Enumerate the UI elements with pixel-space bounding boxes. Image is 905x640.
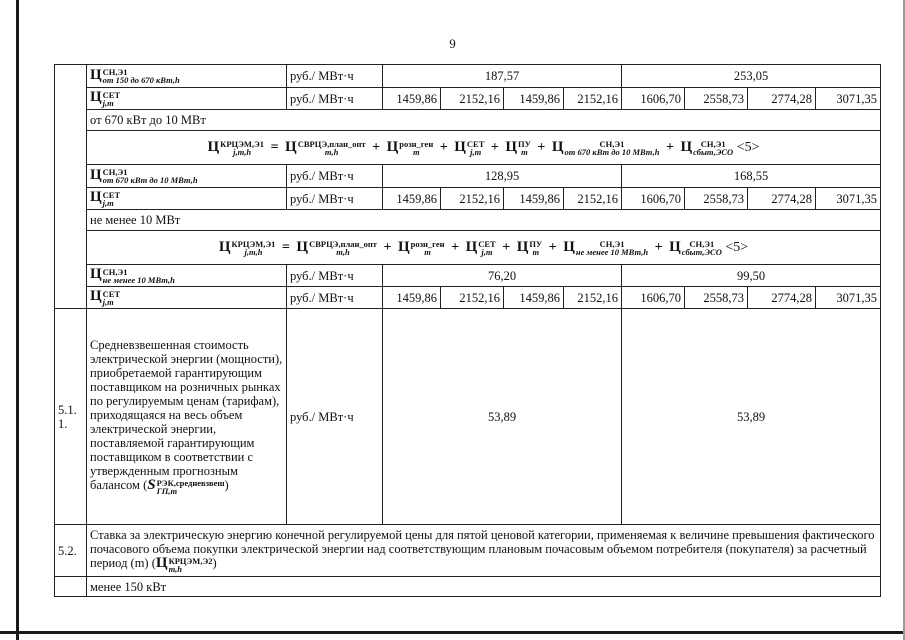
value-cell: 128,95: [383, 165, 622, 188]
unit-cell: руб./ МВт·ч: [287, 165, 383, 188]
value-cell: 187,57: [383, 65, 622, 88]
row-number: 5.2.: [55, 525, 87, 577]
param-cell: Ц СН,Э1 от 670 кВт до 10 МВт,h: [87, 165, 287, 188]
tariff-table: [54, 64, 881, 597]
param-cell: Ц СН,Э1 не менее 10 МВт,h: [87, 265, 287, 287]
band-heading: от 670 кВт до 10 МВт: [87, 110, 881, 131]
value-cell: 2152,16: [564, 287, 622, 309]
value-cell: 1459,86: [383, 287, 441, 309]
formula-cell: Ц КРЦЭМ,Э1 j,m,h = Ц СВРЦЭ,план_опт m,h + Ц розн_ген m + Ц СЕТ j,m + Ц ПУ m + Ц СН,Э1 от 670 кВт до 10 МВт,h + Ц СН,Э1 сбыт,ЭСО <5>: [87, 131, 881, 165]
param-cell: [87, 65, 287, 88]
value-cell: 76,20: [383, 265, 622, 287]
unit-cell: руб./ МВт·ч: [287, 265, 383, 287]
value-cell: 2774,28: [748, 88, 816, 110]
scan-frame-left: [16, 0, 19, 640]
param-cell: Ц СЕТ j,m: [87, 188, 287, 210]
formula-cell: Ц КРЦЭМ,Э1 j,m,h = Ц СВРЦЭ,план_опт m,h + Ц розн_ген m + Ц СЕТ j,m + Ц ПУ m + Ц СН,Э1 не менее 10 МВт,h + Ц СН,Э1 сбыт,ЭСО <5>: [87, 231, 881, 265]
value-cell: 3071,35: [816, 188, 881, 210]
value-cell: 1606,70: [622, 287, 685, 309]
symbol-c-set: Ц СЕТ j,m: [90, 89, 121, 108]
value-cell: 1606,70: [622, 88, 685, 110]
table-row: [55, 188, 881, 210]
value-cell: 1459,86: [383, 188, 441, 210]
value-cell: 3071,35: [816, 88, 881, 110]
row-number-cell: [55, 65, 87, 309]
value-cell: 2152,16: [441, 88, 504, 110]
table-row: [55, 131, 881, 165]
value-cell: 1459,86: [383, 88, 441, 110]
table-row: [55, 577, 881, 597]
table-row: [55, 309, 881, 525]
value-cell: 1459,86: [504, 188, 564, 210]
row-number: 5.1. 1.: [55, 309, 87, 525]
table-row: [55, 110, 881, 131]
value-cell: 1459,86: [504, 88, 564, 110]
value-cell: 2152,16: [441, 287, 504, 309]
value-cell: 168,55: [622, 165, 881, 188]
table-row: [55, 265, 881, 287]
page-number: 9: [449, 36, 456, 51]
table-row: [55, 287, 881, 309]
item-description: Ставка за электрическую энергию конечной регулируемой цены для пятой ценовой категории, применяемая к величине превышения фактического почасового объема покупки электрической энергии над соответствующим плановым почасовым объемом потребителя (покупателя) за расчетный период (m) (Ц КРЦЭМ,Э2 m,h ): [87, 525, 881, 577]
value-cell: 2774,28: [748, 287, 816, 309]
unit-cell: руб./ МВт·ч: [287, 188, 383, 210]
value-cell: 2774,28: [748, 188, 816, 210]
value-cell: 53,89: [622, 309, 881, 525]
table-row: [55, 210, 881, 231]
value-cell: 2152,16: [564, 188, 622, 210]
value-cell: 99,50: [622, 265, 881, 287]
unit-cell: руб./ МВт·ч: [287, 287, 383, 309]
scan-frame-bottom: [0, 631, 905, 634]
table-row: [55, 525, 881, 577]
table-row: [55, 88, 881, 110]
table-row: [55, 65, 881, 88]
value-cell: 1606,70: [622, 188, 685, 210]
band-heading: не менее 10 МВт: [87, 210, 881, 231]
table-row: [55, 231, 881, 265]
symbol-c-sn-e1: Ц СН,Э1 от 150 до 670 кВт,h: [90, 66, 180, 86]
band-heading: менее 150 кВт: [87, 577, 881, 597]
value-cell: 2558,73: [685, 188, 748, 210]
param-cell: Ц СЕТ j,m: [87, 287, 287, 309]
param-cell: [87, 88, 287, 110]
row-number-cell: [55, 577, 87, 597]
unit-cell: руб./ МВт·ч: [287, 309, 383, 525]
item-description: Средневзвешенная стоимость электрической энергии (мощности), приобретаемой гарантирующим поставщиком на розничных рынках по регулируемым ценам (тарифам), приходящаяся на весь объем электрической энергии, поставляемой гарантирующим поставщиком в соответствии с утвержденным прогнозным балансом (S РЭК,средневзвеш ГП,m ): [87, 309, 287, 525]
value-cell: 2152,16: [441, 188, 504, 210]
value-cell: 2558,73: [685, 88, 748, 110]
value-cell: 3071,35: [816, 287, 881, 309]
value-cell: 53,89: [383, 309, 622, 525]
value-cell: 2152,16: [564, 88, 622, 110]
value-cell: 1459,86: [504, 287, 564, 309]
value-cell: 253,05: [622, 65, 881, 88]
table-row: [55, 165, 881, 188]
value-cell: 2558,73: [685, 287, 748, 309]
unit-cell: руб./ МВт·ч: [287, 88, 383, 110]
unit-cell: руб./ МВт·ч: [287, 65, 383, 88]
